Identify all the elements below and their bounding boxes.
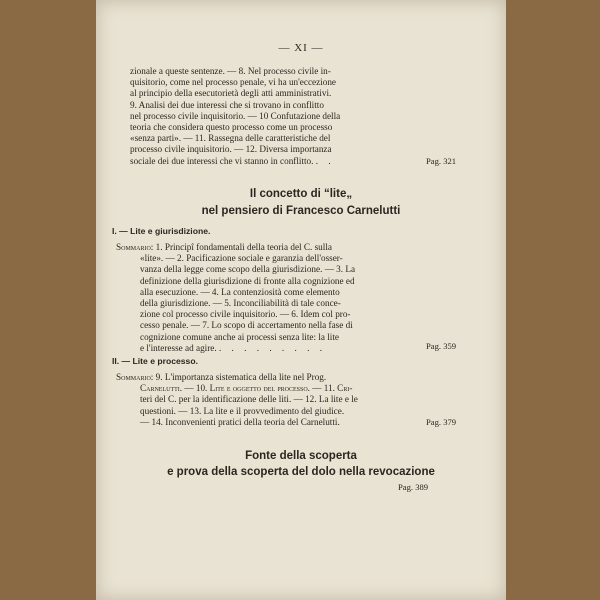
section-heading-1: I. — Lite e giurisdizione.	[112, 226, 211, 236]
section-title-1-sub: nel pensiero di Francesco Carnelutti	[201, 205, 401, 217]
text-line: nel processo civile inquisitorio. — 10 Confutazione della	[130, 110, 341, 121]
text-line: definizione della giurisdizione di fronte alla cognizione ed	[140, 275, 355, 286]
book-page	[96, 0, 506, 600]
summary-label: Sommario:	[116, 372, 154, 382]
page-ref-379: Pag. 379	[426, 417, 457, 427]
summary-1	[116, 242, 476, 354]
text-line: — 14. Inconvenienti pratici della teoria del Carnelutti.	[140, 416, 340, 427]
page-ref-389: Pag. 389	[398, 482, 429, 492]
text-line: «lite». — 2. Pacificazione sociale e garanzia dell'osser-	[140, 253, 343, 264]
text-line: alla esecuzione. — 4. La contenziosità come elemento	[140, 286, 340, 297]
text-line: zione col processo civile inquisitorio. — 6. Idem col pro-	[140, 309, 351, 320]
dot-leader: . . . . . . . . .	[218, 342, 326, 353]
page-ref-359: Pag. 359	[426, 341, 457, 351]
text-line: teri del C. per la identificazione delle liti. — 12. La lite e le	[140, 394, 358, 405]
section-heading-2: II. — Lite e processo.	[112, 356, 198, 366]
page-ref-321: Pag. 321	[426, 156, 457, 166]
text-line: vanza della legge come scopo della giurisdizione. — 3. La	[140, 264, 356, 275]
text-line: 9. Analisi dei due interessi che si trovano in conflitto	[130, 99, 324, 110]
top-paragraph	[130, 66, 480, 167]
text-line: della giurisdizione. — 5. Inconciliabilità di tale conce-	[140, 298, 341, 309]
text-line: questioni. — 13. La lite e il provvedimento del giudice.	[140, 405, 345, 416]
text-line: sociale dei due interessi che vi stanno in conflitto. . .	[130, 155, 335, 166]
text-line: al principio della esecutorietà degli atti amministrativi.	[130, 88, 332, 99]
text-line: e l'interesse ad agire. . . . . . . . . .	[140, 342, 326, 353]
text-line: quisitorio, come nel processo penale, vi ha un'eccezione	[130, 77, 337, 88]
text-line: Sommario: 1. Principî fondamentali della teoria del C. sulla	[116, 242, 332, 252]
text-line: zionale a queste sentenze. — 8. Nel processo civile in-	[130, 66, 331, 76]
summary-2	[116, 372, 476, 428]
section-title-1: Il concetto di “lite„	[249, 188, 353, 200]
page-header: — XI —	[278, 42, 324, 54]
text-line: «senza parti». — 11. Rassegna delle caratteristiche del	[130, 133, 331, 144]
text-line: Sommario: 9. L'importanza sistematica della lite nel Prog.	[116, 372, 327, 382]
summary-label: Sommario:	[116, 242, 154, 252]
text-line: teoria che considera questo processo come un processo	[130, 122, 333, 133]
section-title-2-sub: e prova della scoperta del dolo nella revocazione	[167, 466, 435, 478]
text-line: cesso penale. — 7. Lo scopo di accertamento nella fase di	[140, 320, 353, 331]
text-line: cognizione comune anche ai processi senza lite: la lite	[140, 331, 339, 342]
text-line: Carnelutti. — 10. Lite e oggetto del processo. — 11. Cri-	[140, 383, 353, 394]
text-line: processo civile inquisitorio. — 12. Diversa importanza	[130, 144, 332, 155]
dot-leader: . .	[315, 155, 335, 166]
section-title-2: Fonte della scoperta	[245, 450, 357, 462]
